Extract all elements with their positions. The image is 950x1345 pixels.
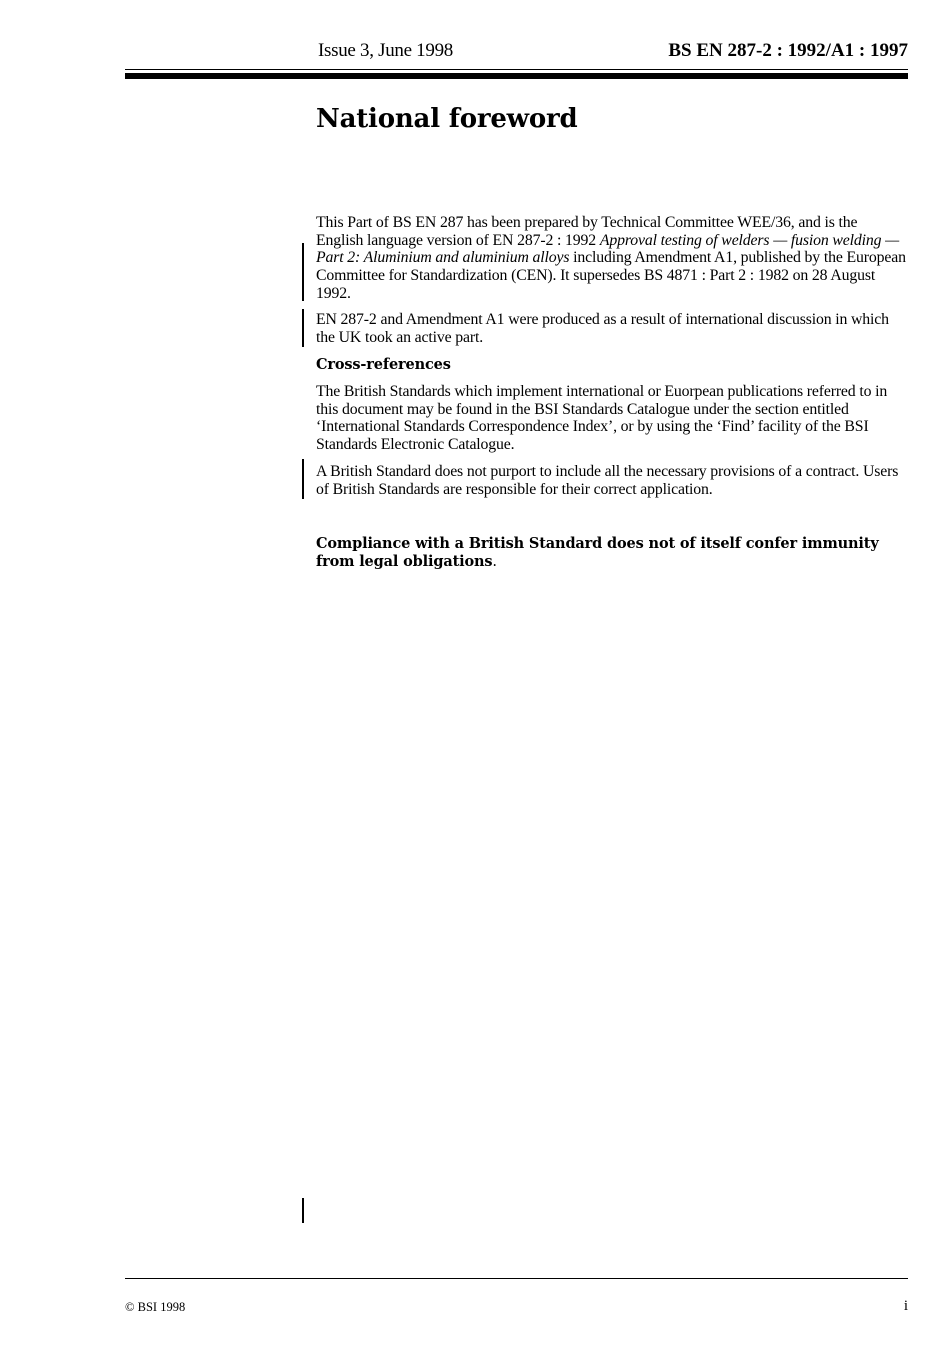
compliance-statement [316,535,908,571]
change-bar [302,309,304,347]
paragraph-cross-references [316,383,908,454]
standard-title: Approval testing of welders — fusion welding — Part 2: Aluminium and aluminium alloys [316,231,900,267]
paragraph-preparation [316,214,908,303]
header-thick-rule [125,73,908,79]
paragraph-text: A British Standard does not purport to include all the necessary provisions of a contract. Users of British Standards are responsible for their correct application. [316,463,899,498]
section-heading-cross-references: Cross-references [316,356,451,373]
paragraph-text: This Part of BS EN 287 has been prepared by Technical Committee WEE/36, and is the English language version of EN 287-2 : 1992 [316,214,858,249]
page-title: National foreword [316,104,578,134]
header-issue: Issue 3, June 1998 [318,40,453,61]
footer-page-number: i [903,1298,908,1314]
paragraph-text: The British Standards which implement international or Euorpean publications referred to in this document may be found in the BSI Standards Catalogue under the section entitled ‘International Standards Correspondence Index’, or by using the ‘Find’ facility of the BSI Standards Electronic Catalogue. [316,383,888,454]
header-thin-rule [125,69,908,70]
paragraph-provisions [316,463,908,498]
paragraph-text: including Amendment A1, published by the European Committee for Standardization (CEN). It supersedes BS 4871 : Part 2 : 1982 on 28 August 1992. [316,249,906,302]
compliance-text: Compliance with a British Standard does not of itself confer immunity from legal obligations [316,535,879,570]
paragraph-amendment [316,311,908,346]
change-bar [302,243,304,301]
compliance-period: . [492,554,497,570]
footer-copyright: © BSI 1998 [125,1300,186,1314]
footer-rule [125,1278,908,1279]
paragraph-text: EN 287-2 and Amendment A1 were produced as a result of international discussion in which the UK took an active part. [316,311,889,346]
change-bar [302,1198,304,1223]
change-bar [302,459,304,499]
header-standard-number: BS EN 287-2 : 1992/A1 : 1997 [668,40,908,61]
